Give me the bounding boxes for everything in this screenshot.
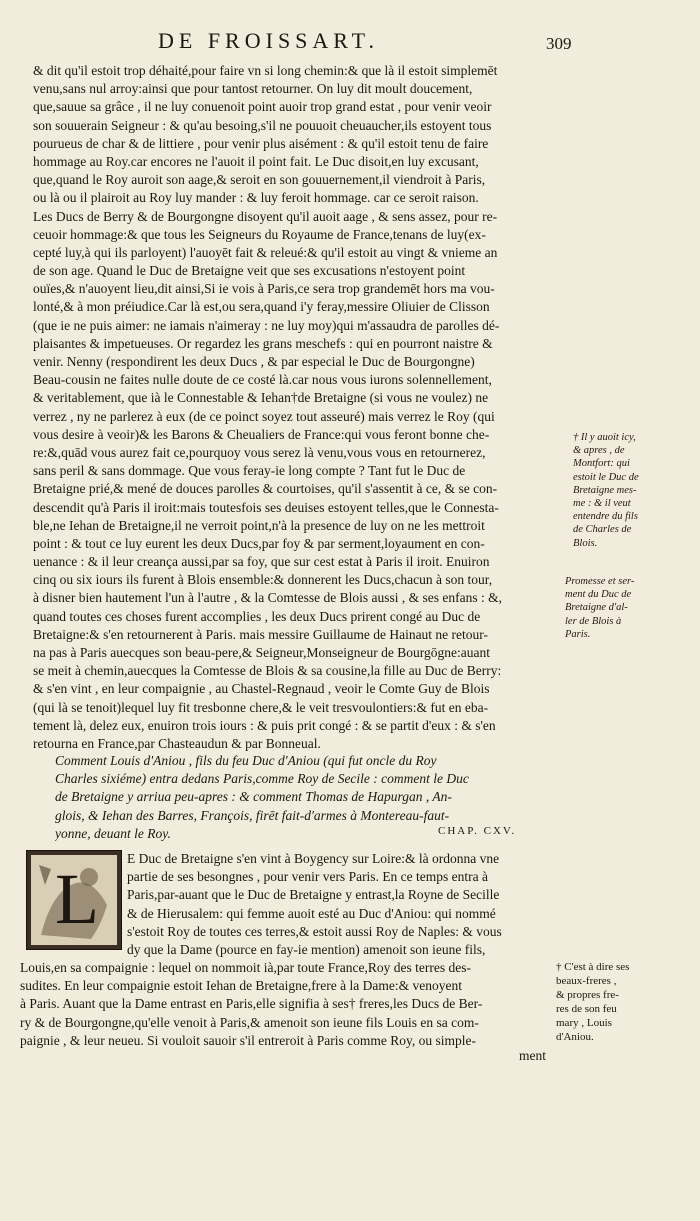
margin-note-line: ler de Blois à <box>565 615 622 627</box>
text-line: & veritablement, que ià le Connestable & Iehan†de Bretaigne (si vous ne voulez) ne <box>33 390 489 406</box>
text-line: s'estoit Roy de toutes ces terres,& estoit aussi Roy de Naples: & vous <box>127 923 502 939</box>
text-line: ble,ne Iehan de Bretaigne,il ne verroit point,n'à la presence de luy on ne les mettroit <box>33 517 485 533</box>
margin-note-line: Blois. <box>573 537 598 549</box>
text-line: ou là ou il plairoit au Roy luy mander : & luy feroit hommage. car ce seroit raison. <box>33 190 479 206</box>
margin-note-line: & apres , de <box>573 445 625 457</box>
text-line: à disner bien hautement l'un à l'autre , & la Comtesse de Blois aussi , & ses enfans : &, <box>33 590 503 606</box>
text-line: ry & de Bourgongne,qu'elle venoit à Paris,& amenoit son ieune fils Louis en sa com- <box>20 1014 479 1030</box>
text-line: venu,sans nul arroy:ainsi que pour tantost retourner. On luy dit moult doucement, <box>33 81 473 97</box>
text-line: quand toutes ces choses furent accomplies , les deux Ducs prirent congé au Duc de <box>33 608 481 624</box>
margin-note-line: & propres fre- <box>556 989 619 1001</box>
text-line: descendit qu'à Paris il iroit:mais toutesfois ses deuises estoyent telles,que le Connesta- <box>33 499 499 515</box>
text-line: & de Hierusalem: qui femme auoit esté au Duc d'Aniou: qui nommé <box>127 905 496 921</box>
text-line: vous desire à veoir)& les Barons & Cheualiers de France:qui vous feront bonne che- <box>33 426 490 442</box>
text-line: de son age. Quand le Duc de Bretaigne veit que ses excusations n'estoyent point <box>33 263 466 279</box>
text-line: que,sauue sa grâce , il ne luy conuenoit point auoir trop grand estat , pour venir veoir <box>33 99 492 115</box>
margin-note-line: Bretaigne d'al- <box>565 602 628 614</box>
text-line: tement là, delez eux, enuiron trois iours : & puis prit congé : & se partit d'eux : & s'en <box>33 717 496 733</box>
drop-cap-letter: L <box>55 859 99 939</box>
text-line: paignie , & leur neueu. Si vouloit sauoir s'il entreroit à Paris comme Roy, ou simple- <box>20 1032 476 1048</box>
chapter-heading-line: de Bretaigne y arriua peu-apres : & comment Thomas de Hapurgan , An- <box>55 789 452 805</box>
margin-note-line: Montfort: qui <box>573 458 630 470</box>
text-line: venir. Nenny (respondirent les deux Ducs , & par especial le Duc de Bourgongne) <box>33 354 475 369</box>
text-line: E Duc de Bretaigne s'en vint à Boygency sur Loire:& là ordonna vne <box>127 851 500 866</box>
text-line: Bretaigne:& s'en retournerent à Paris. mais messire Guillaume de Hainaut ne retour- <box>33 626 489 642</box>
text-line: Bretaigne prié,& mené de douces parolles & courtoises, qu'il s'assentit à ce, & se con- <box>33 481 498 497</box>
text-line: se meit à chemin,auecques la Comtesse de Blois & sa cousine,la fille au Duc de Berry: <box>33 663 502 679</box>
catchword: ment <box>519 1048 546 1063</box>
text-line: & s'en vint , en leur compaignie , au Chastel-Regnaud , veoir le Comte Guy de Blois <box>33 681 490 697</box>
margin-note-line: Bretaigne mes- <box>573 484 637 496</box>
margin-note-promise <box>565 575 634 641</box>
margin-note-line: de Charles de <box>573 524 632 536</box>
text-line: Paris,par-auant que le Duc de Bretaigne y entrast,la Royne de Secille <box>127 887 500 903</box>
text-line: (qui là se tenoit)lequel luy fit tresbonne chere,& le veit tresvoulontiers:& fut en eba- <box>33 699 489 715</box>
chapter-heading-line: glois, & Iehan des Barres, François, firēt fait-d'armes à Montereau-faut- <box>55 807 450 823</box>
text-line: ceuoir hommage:& que tous les Seigneurs du Royaume de France,tenans de luy(ex- <box>33 226 486 242</box>
chapter-heading-line: Comment Louis d'Aniou , fils du feu Duc d'Aniou (qui fut oncle du Roy <box>55 753 437 768</box>
margin-note-line: † C'est à dire ses <box>556 961 630 973</box>
text-line: pourueus de char & de littiere , pour venir plus aisément : & qu'il estoit tenu de faire <box>33 135 489 151</box>
text-line: re:&,quād vous aurez fait ce,pourquoy vous serez là venu,vous vous en retournerez, <box>33 444 486 460</box>
text-line: partie de ses besongnes , pour venir vers Paris. En ce temps entra à <box>127 869 489 885</box>
text-line: sudites. En leur compaignie estoit Iehan de Bretaigne,frere à la Dame:& venoyent <box>20 978 462 994</box>
text-line: que,quand le Roy auroit son aage,& seroit en son gouuernement,il viendroit à Paris, <box>33 172 486 188</box>
margin-note-freres <box>556 960 629 1044</box>
text-line: (que ie ne puis aimer: ne iamais n'aimeray : ne luy moy)qui m'assaudra de parolles dé- <box>33 317 500 333</box>
text-line: na pas à Paris auecques son beau-pere,& Seigneur,Monseigneur de Bourgōgne:auant <box>33 645 490 660</box>
text-line: uenance : & il leur creança aussi,par sa foy, que sur cest estat à Paris il iroit. Enuiron <box>33 554 490 570</box>
margin-note-line: me : & il veut <box>573 498 631 510</box>
chapter-heading-line: yonne, deuant le Roy. <box>55 825 171 841</box>
text-line: & dit qu'il estoit trop déhaité,pour faire vn si long chemin:& que là il estoit simplemēt <box>33 63 498 78</box>
margin-note-line: d'Aniou. <box>556 1031 594 1043</box>
margin-note-clisson <box>573 431 639 550</box>
text-line: Les Ducs de Berry & de Bourgongne disoyent qu'il auoit aage , & sens assez, pour re- <box>33 208 498 224</box>
margin-note-line: † Il y auoit icy, <box>573 432 636 443</box>
text-line: cinq ou six iours ils furent à Blois ensemble:& donnerent les Ducs,chacun à son tour, <box>33 572 493 588</box>
chapter-number: CHAP. CXV. <box>438 825 517 837</box>
margin-note-line: estoit le Duc de <box>573 471 639 483</box>
text-line: sans peril & sans dommage. Que vous feray-ie long compte ? Tant fut le Duc de <box>33 463 466 479</box>
margin-note-line: res de son feu <box>556 1003 617 1015</box>
text-line: son souuerain Seigneur : & qu'au besoing,s'il ne pouuoit cheuaucher,ils estoyent tous <box>33 117 492 133</box>
margin-note-line: ment du Duc de <box>565 589 632 601</box>
text-line: plaisantes & impetueuses. Or regardez les grans meschefs : qui en pourront naistre & <box>33 335 493 351</box>
margin-note-line: entendre du fils <box>573 511 638 523</box>
text-line: dy que la Dame (pource en fay-ie mention) amenoit son ieune fils, <box>127 941 486 957</box>
text-line: hommage au Roy.car encores ne l'auoit il point fait. Le Duc disoit,en luy excusant, <box>33 153 479 169</box>
margin-note-line: Promesse et ser- <box>565 576 635 587</box>
text-line: Louis,en sa compaignie : lequel on nommoit ià,par toute France,Roy des terres des- <box>20 960 472 975</box>
main-text-block <box>33 62 568 753</box>
text-line: à Paris. Auant que la Dame entrast en Paris,elle signifia à ses† freres,les Ducs de Ber- <box>20 996 483 1012</box>
running-header: DE FROISSART. <box>158 28 379 53</box>
chapter-text-opening <box>127 850 557 959</box>
margin-note-line: beaux-freres , <box>556 975 617 987</box>
decorated-initial <box>26 850 122 950</box>
chapter-text-continued <box>20 959 560 1050</box>
text-line: cepté luy,à qui ils parloyent) l'auoyēt fait & releué:& qu'il estoit au vingt & vnieme an <box>33 244 498 260</box>
text-line: verrez , ny ne parlerez à eux (de ce poinct soyez tout asseuré) mais verrez le Roy (qui <box>33 408 495 424</box>
text-line: point : & tout ce luy eurent les deux Ducs,par foy & par serment,loyaument en con- <box>33 535 485 551</box>
text-line: ouïes,& n'auoyent lieu,dit ainsi,Si ie vois à Paris,ce sera trop grandemēt hors ma vou- <box>33 281 495 297</box>
text-line: retourna en France,par Chasteaudun & par Bonneual. <box>33 735 321 751</box>
text-line: Beau-cousin ne faites nulle doute de ce costé là.car nous vous iurons solennellement, <box>33 372 492 388</box>
text-line: lonté,& à mon préiudice.Car là est,ou sera,quand i'y feray,messire Oliuier de Clisson <box>33 299 490 315</box>
chapter-heading-line: Charles sixiéme) entra dedans Paris,comme Roy de Secile : comment le Duc <box>55 771 469 787</box>
margin-note-line: mary , Louis <box>556 1017 612 1029</box>
margin-note-line: Paris. <box>565 628 591 640</box>
page-number: 309 <box>546 34 572 53</box>
